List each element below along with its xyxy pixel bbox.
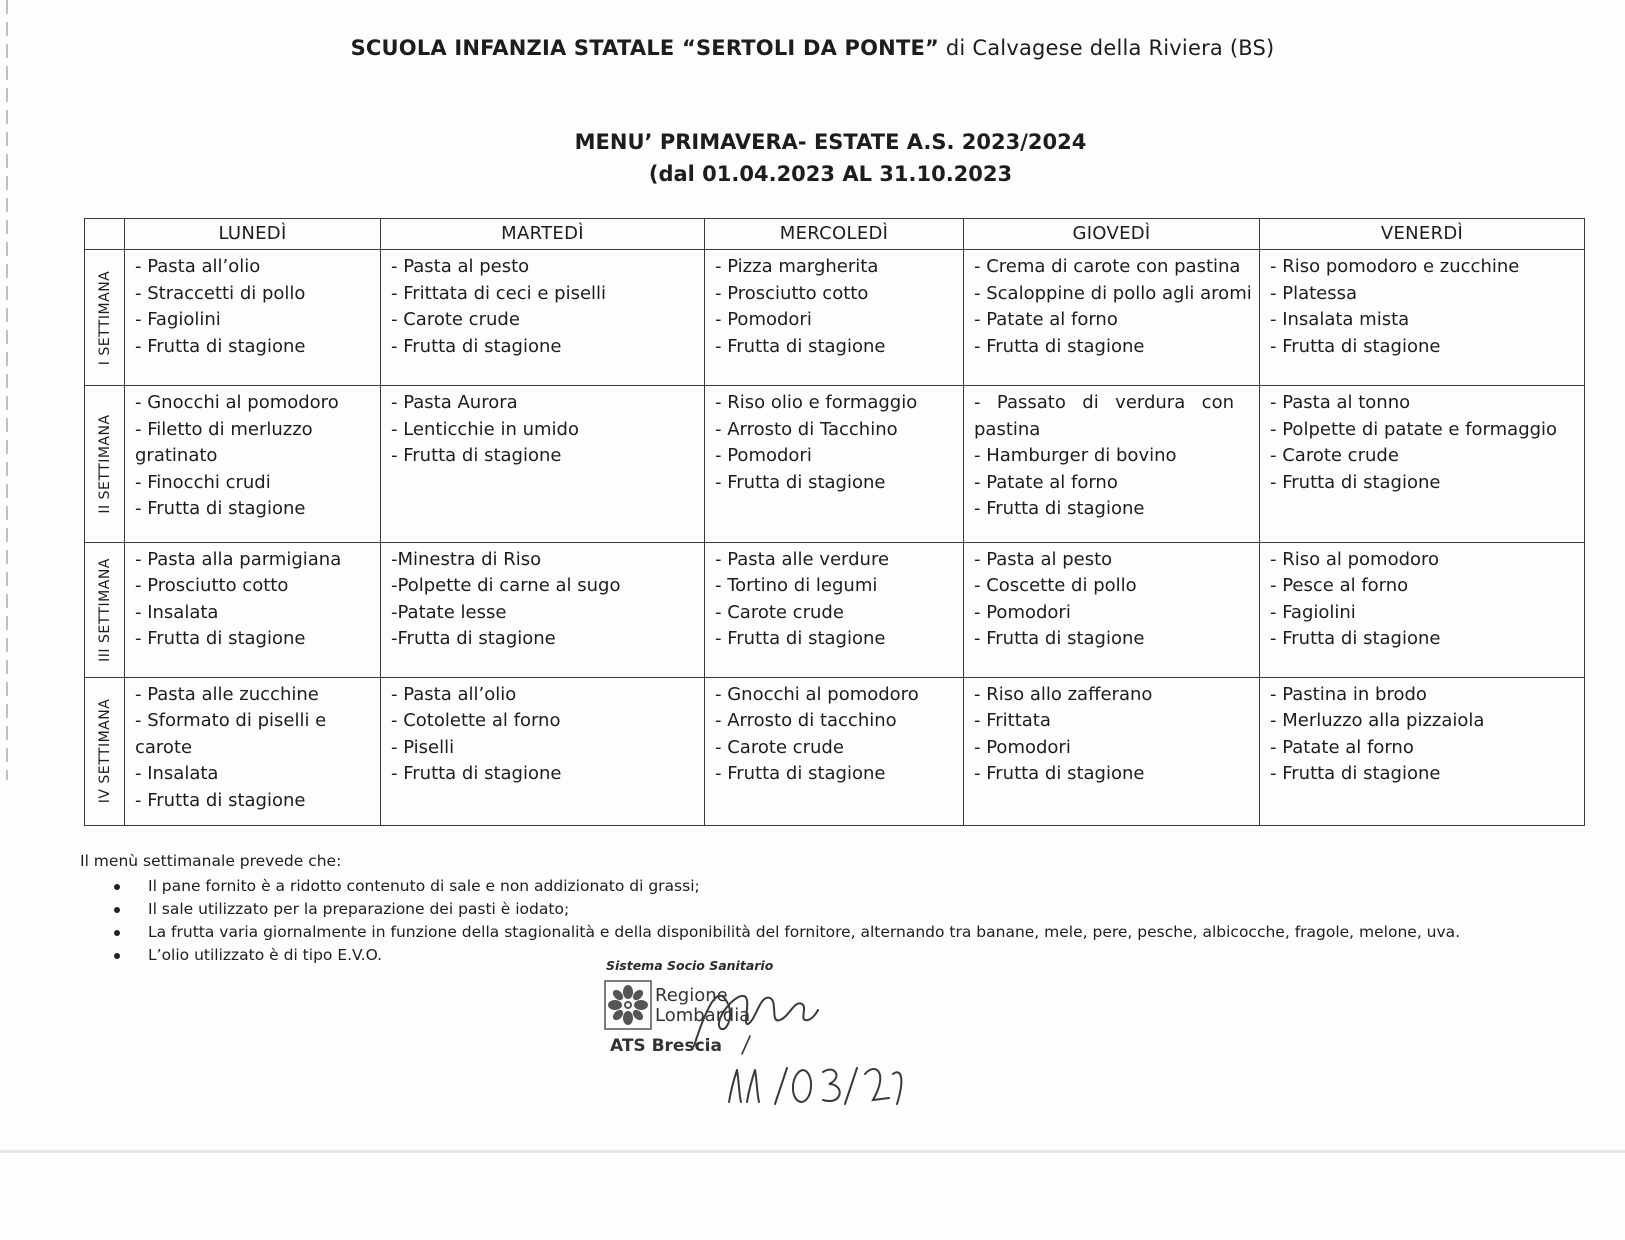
menu-cell bbox=[705, 250, 964, 386]
dish: - Frutta di stagione bbox=[1270, 628, 1441, 649]
dish: -Polpette di carne al sugo bbox=[391, 575, 621, 596]
school-location: di Calvagese della Riviera (BS) bbox=[939, 36, 1275, 60]
dish: - Pasta al pesto bbox=[391, 256, 530, 277]
dish: - Frutta di stagione bbox=[974, 763, 1145, 785]
day-header: MARTEDÌ bbox=[381, 219, 705, 250]
dish: -Minestra di Riso bbox=[391, 548, 542, 570]
handwritten-signature bbox=[690, 976, 820, 1056]
dish: - Frutta di stagione bbox=[1270, 335, 1441, 357]
lombardy-rose-icon bbox=[604, 980, 652, 1030]
dish: - Pasta al tonno bbox=[1270, 392, 1411, 414]
week-cell bbox=[85, 386, 125, 542]
menu-cell bbox=[125, 386, 381, 542]
dish: - Cotolette al forno bbox=[391, 710, 561, 732]
dish: - Frutta di stagione bbox=[974, 498, 1145, 520]
table-row bbox=[85, 250, 1585, 386]
menu-title: MENU’ PRIMAVERA- ESTATE A.S. 2023/2024 bbox=[574, 130, 1087, 154]
menu-cell bbox=[125, 250, 381, 386]
menu-cell bbox=[1260, 542, 1585, 677]
dish: - Frutta di stagione bbox=[715, 628, 886, 649]
day-header: GIOVEDÌ bbox=[964, 219, 1260, 250]
dish: - Hamburger di bovino bbox=[974, 445, 1177, 467]
dish: - Frutta di stagione bbox=[391, 445, 562, 467]
dish: - Arrosto di Tacchino bbox=[715, 418, 898, 440]
dish: - Platessa bbox=[1270, 282, 1358, 304]
menu-period: (dal 01.04.2023 AL 31.10.2023 bbox=[648, 162, 1013, 186]
dish: - Passato di verdura con pastina bbox=[974, 392, 1234, 440]
menu-cell bbox=[705, 542, 964, 677]
dish: - Insalata mista bbox=[1270, 309, 1410, 330]
stamp-org-line: Lombardia bbox=[655, 1005, 751, 1026]
notes-intro: Il menù settimanale prevede che: bbox=[80, 852, 342, 870]
menu-cell bbox=[1260, 250, 1585, 386]
note-item: La frutta varia giornalmente in funzione della stagionalità e della disponibilità del fornitore, alternando tra banane, mele, pere, pesche, albicocche, fragole, melone, uva. bbox=[148, 921, 1610, 944]
menu-cell bbox=[705, 677, 964, 825]
week-cell bbox=[85, 250, 125, 386]
handwritten-date bbox=[725, 1062, 905, 1110]
dish: - Pomodori bbox=[974, 736, 1071, 758]
notes-list bbox=[80, 875, 1610, 967]
menu-cell bbox=[125, 677, 381, 825]
binding-edge bbox=[6, 0, 8, 780]
dish: - Gnocchi al pomodoro bbox=[135, 392, 339, 414]
menu-cell bbox=[964, 250, 1260, 386]
dish: - Pasta Aurora bbox=[391, 392, 518, 414]
day-header: LUNEDÌ bbox=[125, 219, 381, 250]
dish: - Pasta alle zucchine bbox=[135, 683, 319, 705]
note-item: Il pane fornito è a ridotto contenuto di sale e non addizionato di grassi; bbox=[148, 875, 1610, 898]
menu-cell bbox=[381, 386, 705, 542]
dish: - Lenticchie in umido bbox=[391, 418, 579, 440]
dish: - Pomodori bbox=[715, 445, 812, 467]
week-cell bbox=[85, 542, 125, 677]
dish: - Patate al forno bbox=[974, 309, 1118, 330]
table-row bbox=[85, 386, 1585, 542]
dish: - Pasta all’olio bbox=[135, 256, 261, 277]
dish: - Carote crude bbox=[715, 736, 844, 758]
dish: - Riso olio e formaggio bbox=[715, 392, 918, 414]
table-row bbox=[85, 542, 1585, 677]
menu-cell bbox=[125, 542, 381, 677]
dish: - Carote crude bbox=[391, 309, 520, 330]
dish: - Pastina in brodo bbox=[1270, 683, 1427, 705]
stamp-city: ATS Brescia bbox=[610, 1036, 722, 1056]
dish: - Pesce al forno bbox=[1270, 575, 1409, 596]
dish: - Filetto di merluzzo gratinato bbox=[135, 418, 313, 467]
dish: - Riso allo zafferano bbox=[974, 683, 1153, 705]
dish: - Pizza margherita bbox=[715, 256, 879, 277]
stamp-org-line: Regione bbox=[655, 985, 728, 1006]
dish: - Crema di carote con pastina bbox=[974, 256, 1241, 277]
dish: - Pasta all’olio bbox=[391, 683, 517, 705]
menu-cell bbox=[964, 542, 1260, 677]
dish: - Frutta di stagione bbox=[135, 789, 306, 811]
day-header: MERCOLEDÌ bbox=[705, 219, 964, 250]
menu-cell bbox=[1260, 677, 1585, 825]
corner-cell bbox=[85, 219, 125, 250]
menu-table bbox=[84, 218, 1585, 826]
dish: - Prosciutto cotto bbox=[135, 575, 289, 596]
dish: - Pasta alle verdure bbox=[715, 548, 890, 570]
dish: - Pomodori bbox=[715, 309, 812, 330]
dish: - Frittata bbox=[974, 710, 1051, 732]
note-item: Il sale utilizzato per la preparazione dei pasti è iodato; bbox=[148, 898, 1610, 921]
menu-cell bbox=[705, 386, 964, 542]
dish: -Frutta di stagione bbox=[391, 628, 556, 649]
stamp-header: Sistema Socio Sanitario bbox=[606, 958, 774, 973]
menu-cell bbox=[964, 677, 1260, 825]
dish: - Prosciutto cotto bbox=[715, 282, 869, 304]
dish: - Sformato di piselli e carote bbox=[135, 710, 327, 758]
menu-cell bbox=[1260, 386, 1585, 542]
dish: - Tortino di legumi bbox=[715, 575, 878, 596]
dish: - Frutta di stagione bbox=[135, 335, 306, 357]
week-label: I SETTIMANA bbox=[96, 270, 113, 365]
notes-section bbox=[80, 850, 1610, 967]
dish: - Frutta di stagione bbox=[715, 763, 886, 785]
dish: - Frutta di stagione bbox=[715, 335, 886, 357]
dish: - Frutta di stagione bbox=[974, 335, 1145, 357]
school-title bbox=[0, 36, 1625, 60]
dish: - Frutta di stagione bbox=[974, 628, 1145, 649]
dish: - Frutta di stagione bbox=[135, 498, 306, 520]
dish: - Finocchi crudi bbox=[135, 471, 271, 493]
dish: - Carote crude bbox=[715, 601, 844, 623]
dish: - Straccetti di pollo bbox=[135, 282, 306, 304]
dish: - Polpette di patate e formaggio bbox=[1270, 418, 1558, 440]
dish: - Riso al pomodoro bbox=[1270, 548, 1440, 570]
dish: - Coscette di pollo bbox=[974, 575, 1137, 596]
dish: - Carote crude bbox=[1270, 445, 1399, 467]
dish: - Insalata bbox=[135, 601, 219, 623]
scan-edge bbox=[0, 1150, 1625, 1153]
menu-cell bbox=[381, 677, 705, 825]
menu-cell bbox=[381, 250, 705, 386]
dish: - Fagiolini bbox=[1270, 601, 1356, 623]
dish: - Fagiolini bbox=[135, 309, 221, 330]
dish: - Pasta al pesto bbox=[974, 548, 1113, 570]
dish: - Arrosto di tacchino bbox=[715, 710, 897, 732]
dish: - Patate al forno bbox=[974, 471, 1118, 493]
dish: - Insalata bbox=[135, 763, 219, 785]
week-cell bbox=[85, 677, 125, 825]
dish: - Frutta di stagione bbox=[715, 471, 886, 493]
dish: - Frutta di stagione bbox=[391, 335, 562, 357]
dish: - Merluzzo alla pizzaiola bbox=[1270, 710, 1485, 732]
dish: - Gnocchi al pomodoro bbox=[715, 683, 919, 705]
dish: - Frutta di stagione bbox=[135, 628, 306, 649]
dish: - Patate al forno bbox=[1270, 736, 1414, 758]
dish: -Patate lesse bbox=[391, 601, 507, 623]
dish: - Frutta di stagione bbox=[391, 763, 562, 785]
menu-cell bbox=[964, 386, 1260, 542]
dish: - Frutta di stagione bbox=[1270, 763, 1441, 785]
dish: - Pasta alla parmigiana bbox=[135, 548, 342, 570]
table-header-row bbox=[85, 219, 1585, 250]
dish: - Piselli bbox=[391, 736, 455, 758]
dish: - Pomodori bbox=[974, 601, 1071, 623]
day-header: VENERDÌ bbox=[1260, 219, 1585, 250]
menu-cell bbox=[381, 542, 705, 677]
week-label: IV SETTIMANA bbox=[96, 699, 113, 804]
dish: - Riso pomodoro e zucchine bbox=[1270, 256, 1520, 277]
week-label: II SETTIMANA bbox=[96, 414, 113, 514]
dish: - Frittata di ceci e piselli bbox=[391, 282, 607, 304]
week-label: III SETTIMANA bbox=[96, 557, 113, 662]
dish: - Frutta di stagione bbox=[1270, 471, 1441, 493]
table-row bbox=[85, 677, 1585, 825]
school-name: SCUOLA INFANZIA STATALE “SERTOLI DA PONTE” bbox=[350, 36, 940, 60]
note-item: L’olio utilizzato è di tipo E.V.O. bbox=[148, 944, 1610, 967]
dish: - Scaloppine di pollo agli aromi bbox=[974, 282, 1252, 304]
